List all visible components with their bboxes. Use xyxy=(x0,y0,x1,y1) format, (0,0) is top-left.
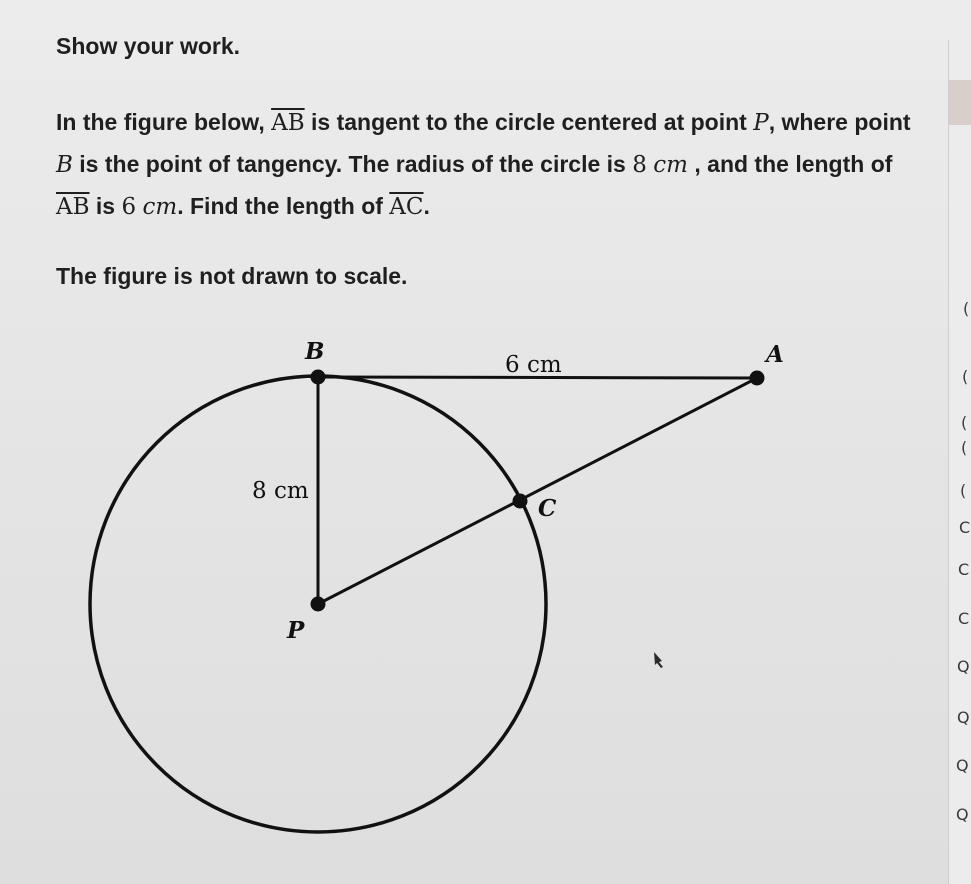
side-mark: C xyxy=(958,609,970,628)
point-b-dot xyxy=(311,370,326,385)
label-c: C xyxy=(538,495,557,522)
side-mark: ( xyxy=(960,481,967,500)
side-mark: ( xyxy=(961,438,968,457)
label-p: P xyxy=(287,617,305,644)
point-p-dot xyxy=(311,597,326,612)
mouse-cursor-icon xyxy=(654,652,663,668)
measure-ab: 6 cm xyxy=(505,352,562,378)
side-mark: Q xyxy=(956,756,969,775)
side-mark: Q xyxy=(957,708,970,727)
side-mark: ( xyxy=(963,299,970,318)
length-value: 6 xyxy=(121,194,137,220)
heading: Show your work. xyxy=(56,33,241,59)
question-text: is the point of tangency. The radius of the circle is xyxy=(72,151,633,177)
side-mark: Q xyxy=(957,657,970,676)
segment-ab: $\overline{AB}$ xyxy=(271,110,305,136)
radius-value: 8 xyxy=(632,152,647,178)
point-c-dot xyxy=(513,494,528,509)
segment-ac: $\overline{AC}$ xyxy=(389,194,424,220)
side-mark: ( xyxy=(961,413,968,432)
point-p: P xyxy=(753,110,769,136)
question-text: , and the length of xyxy=(687,151,893,177)
side-mark: Q xyxy=(956,805,969,824)
question-text: , where point xyxy=(768,109,911,135)
side-mark: ( xyxy=(962,367,969,386)
label-b: B xyxy=(305,338,325,365)
radius-unit: cm xyxy=(653,152,688,178)
side-panel-tab[interactable] xyxy=(949,80,971,125)
segment-ab: $\overline{AB}$ xyxy=(56,194,90,220)
segment-pa xyxy=(318,378,757,604)
point-a-dot xyxy=(750,371,765,386)
measure-bp: 8 cm xyxy=(252,478,309,504)
question-text: is xyxy=(89,193,122,219)
scale-note: The figure is not drawn to scale. xyxy=(56,263,408,289)
question-text: is tangent to the circle centered at point xyxy=(304,109,754,135)
point-b: B xyxy=(56,152,73,178)
side-mark: C xyxy=(958,560,970,579)
side-mark: C xyxy=(959,518,971,537)
question-text: . Find the length of xyxy=(177,193,390,219)
question-text: In the figure below, xyxy=(56,109,272,135)
label-a: A xyxy=(766,341,784,368)
length-unit: cm xyxy=(142,194,178,220)
question-text: . xyxy=(423,193,430,219)
